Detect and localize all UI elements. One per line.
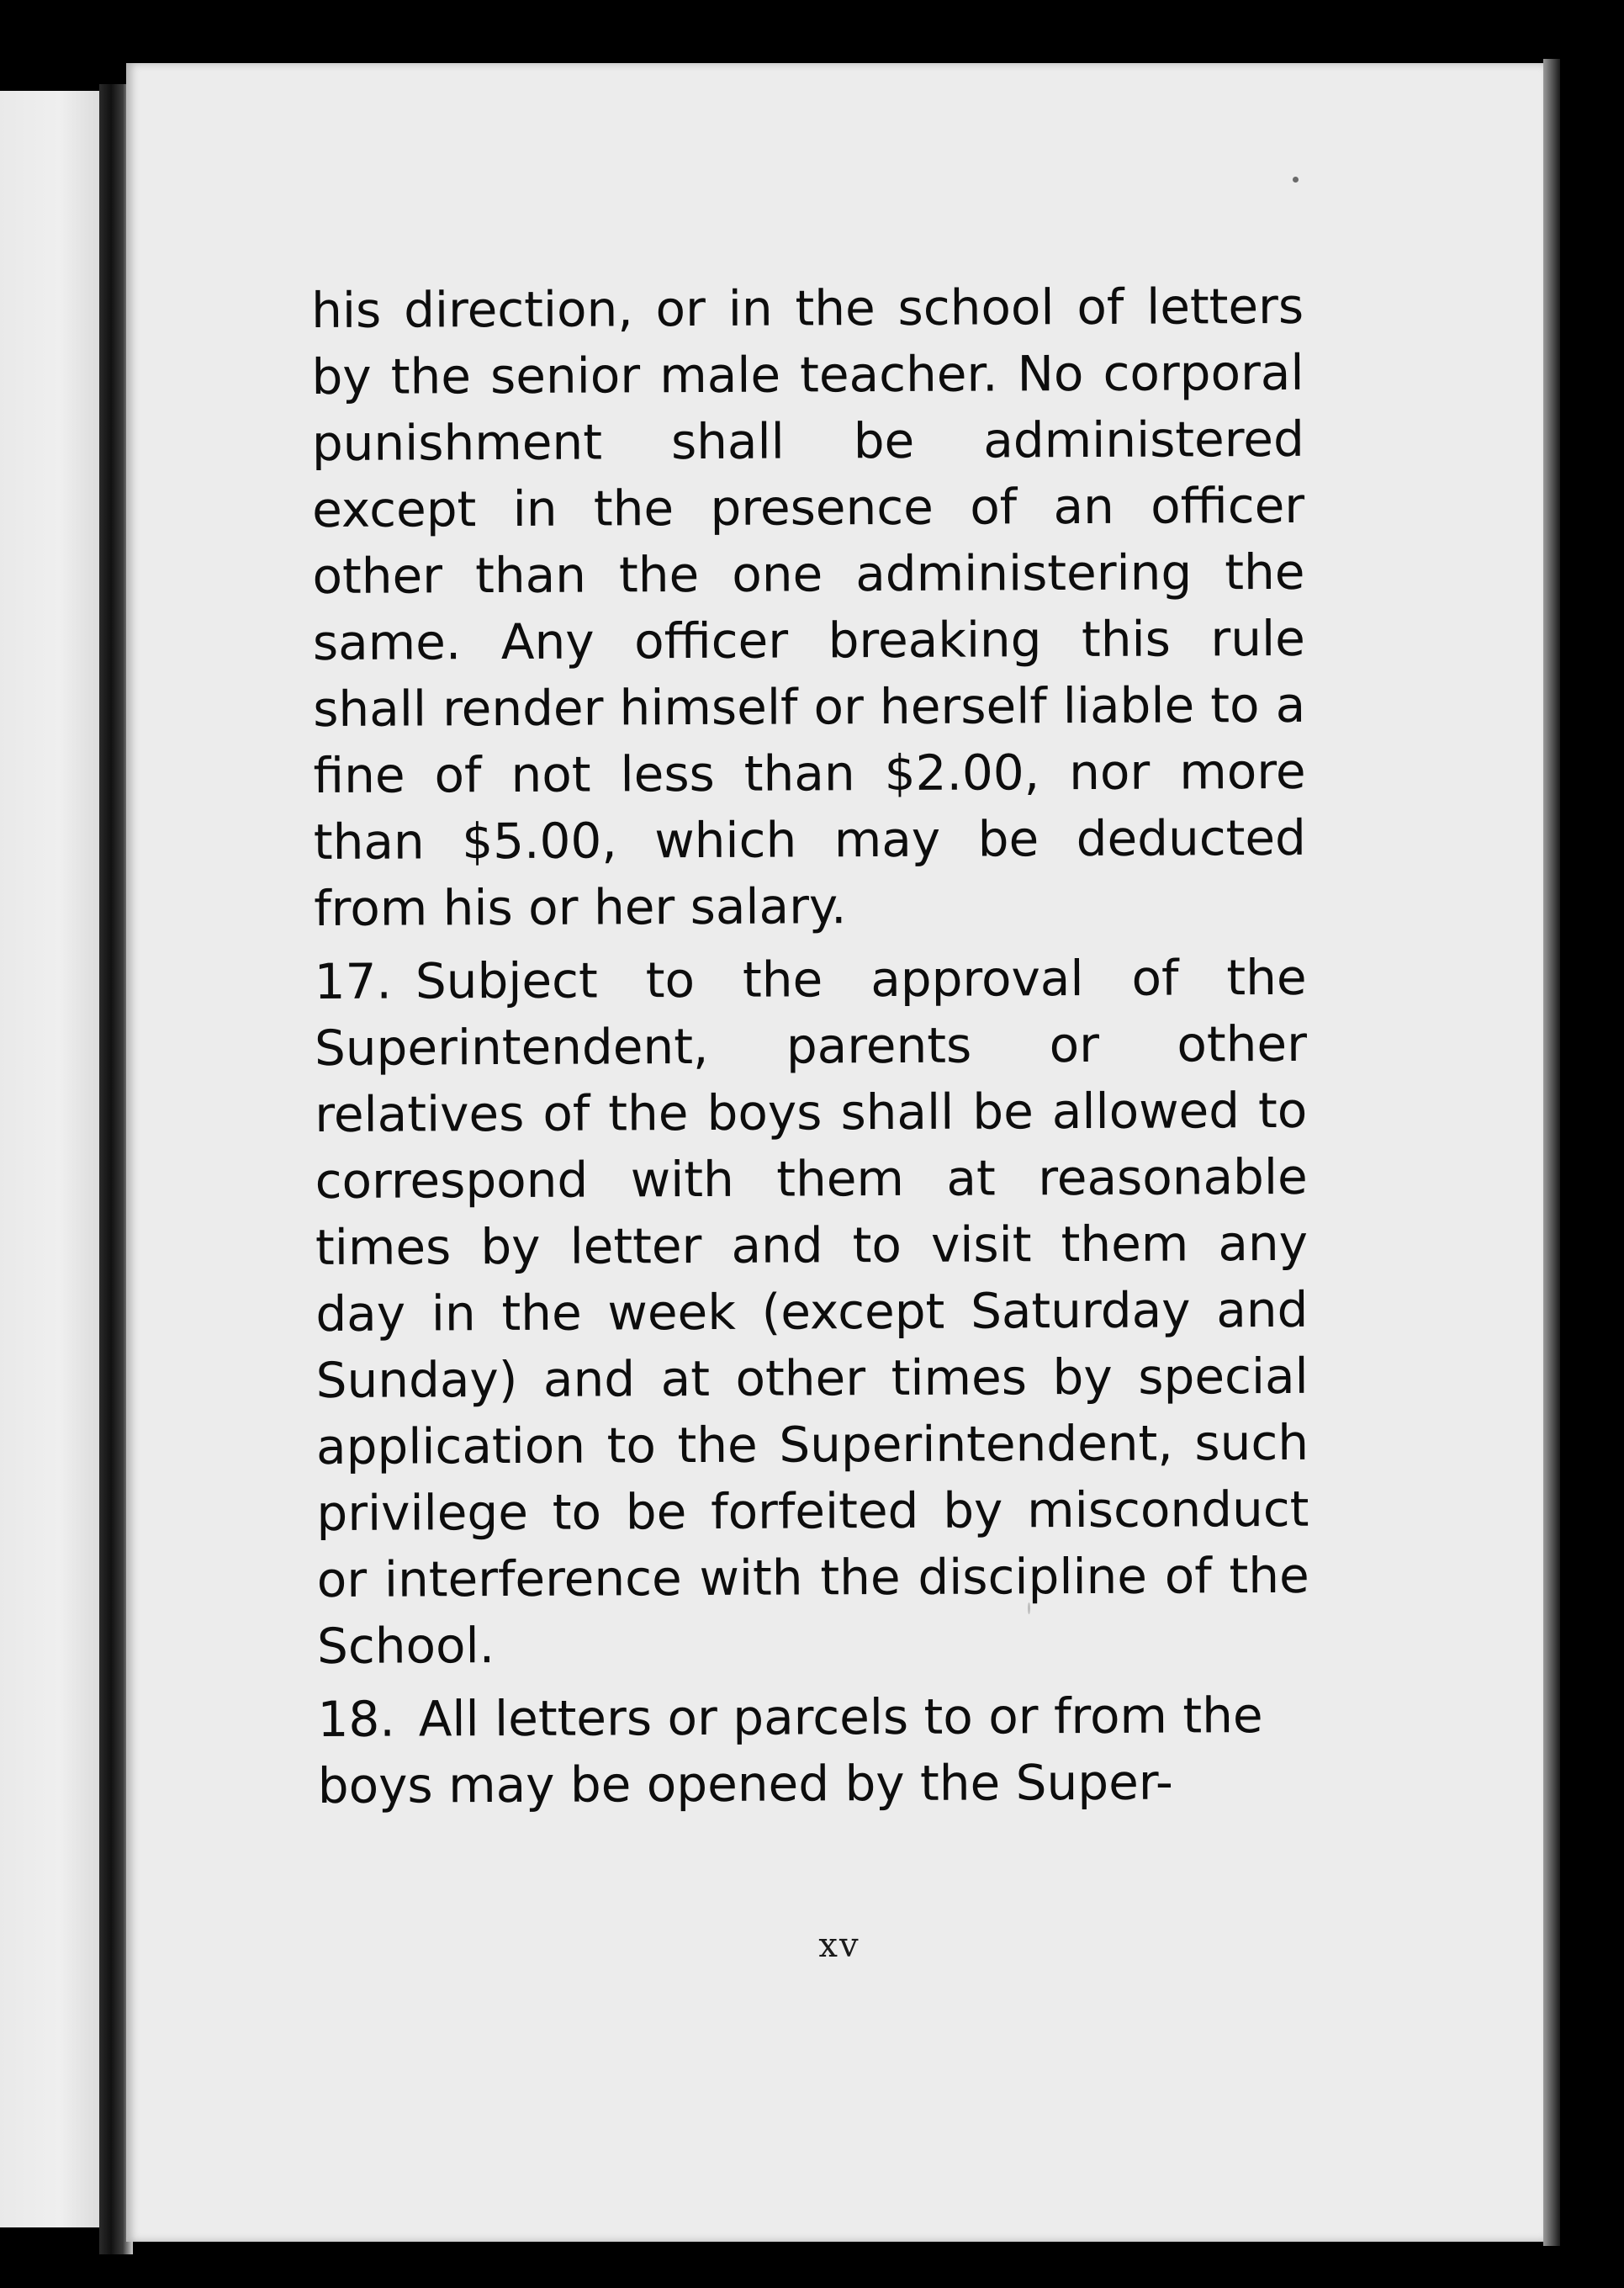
- paragraph-18: [317, 1682, 1310, 1819]
- paragraph-text: his direction, or in the school of letters by the senior male teacher. No corporal punishment shall be administered except in the presence of an officer other than the one administering the same. Any officer breaking this rule shall render himself or herself liable to a fine of not less than $2.00, nor more than $5.00, which may be deducted from his or her salary.: [311, 277, 1307, 937]
- paragraph-number: 18.: [317, 1690, 395, 1748]
- paragraph-number: 17.: [314, 952, 393, 1010]
- body-text: [311, 273, 1310, 1826]
- paragraph-17: [314, 945, 1309, 1680]
- paragraph-text: Subject to the approval of the Superintendent, parents or other relatives of the boys shall be allowed to correspond with them at reasonable times by letter and to visit them any day in the week (except Saturday and Sunday) and at other times by special application to the Superintendent, such privilege to be forfeited by misconduct or interference with the discipline of the School.: [314, 948, 1309, 1675]
- paragraph-text: All letters or parcels to or from the boys may be opened by the Super-: [317, 1687, 1263, 1814]
- page-edge-shadow: [1543, 59, 1560, 2246]
- page-number: xv: [818, 1926, 860, 1965]
- facing-page-edge: [0, 91, 99, 2227]
- dust-speck: [1293, 177, 1299, 183]
- paragraph-continued: [311, 273, 1306, 942]
